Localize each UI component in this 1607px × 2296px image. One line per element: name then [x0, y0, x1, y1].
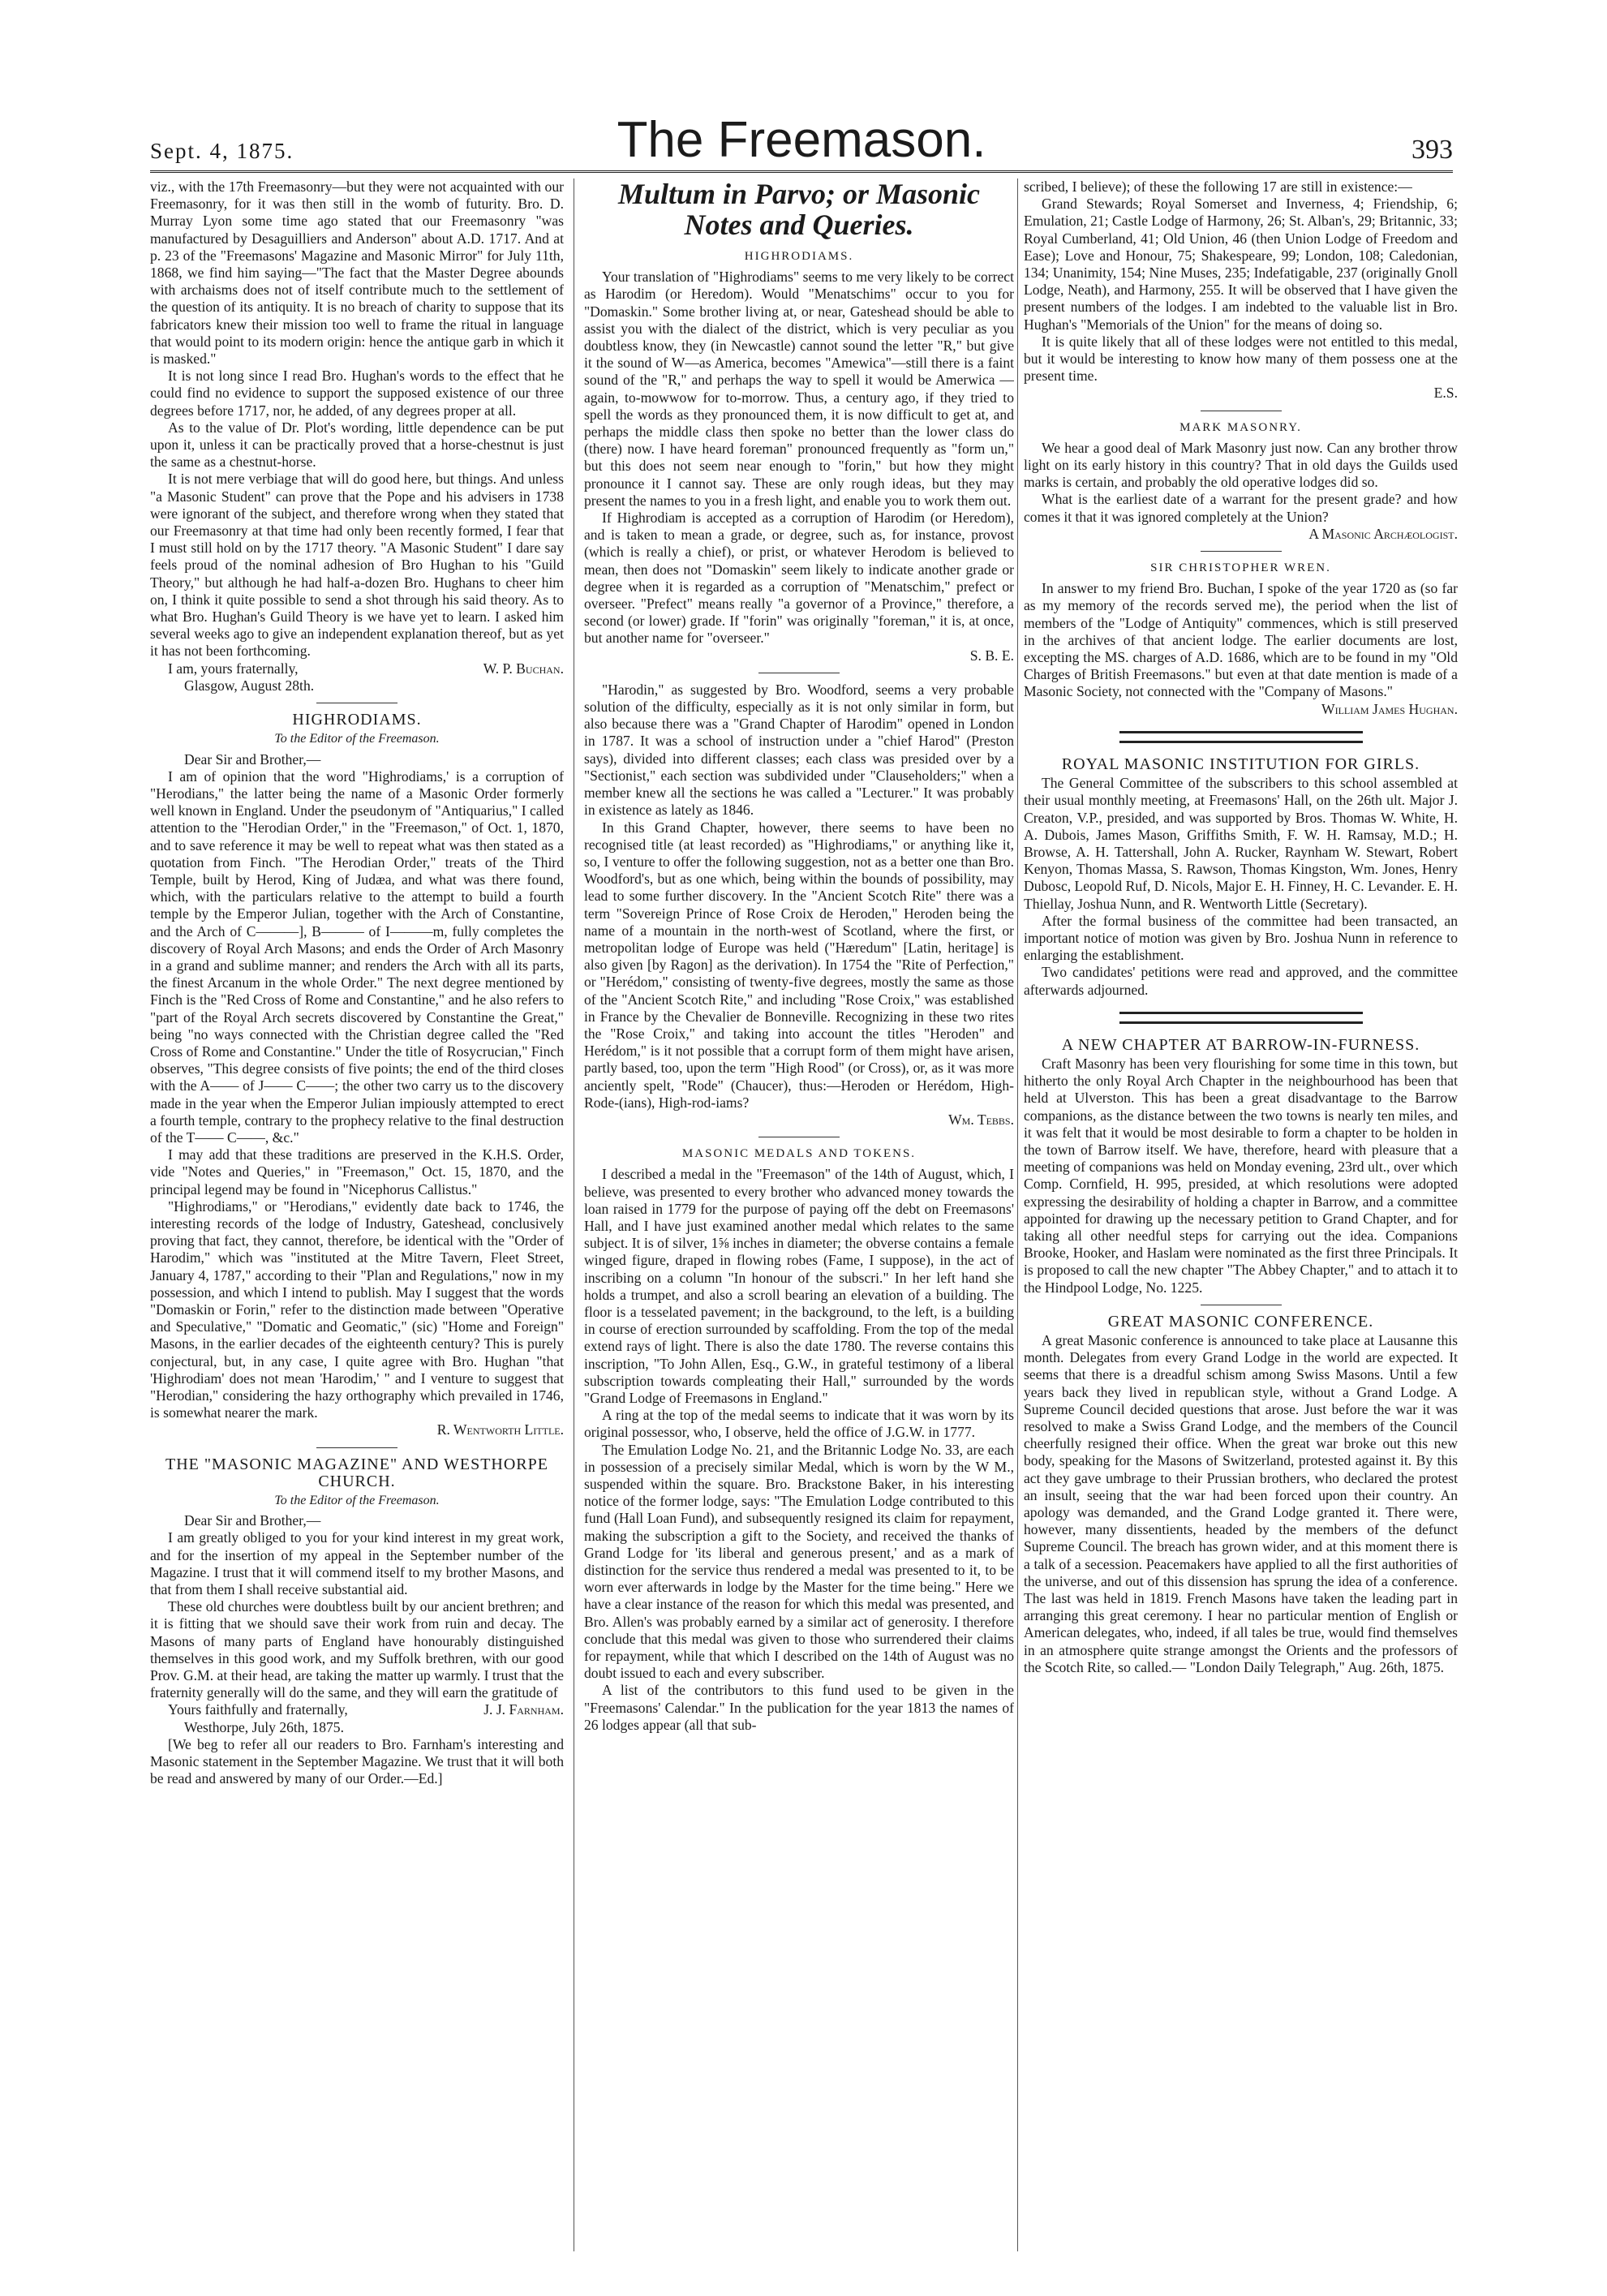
paragraph: In answer to my friend Bro. Buchan, I spoke of the year 1720 as (so far as my memory of the records served me), the period when the list of members of the "Lodge of Antiquity" commences, which is still preserved in the archives of that ancient lodge. The earlier documents are lost, excepting the MS. charges of A.D. 1686, which are to be found in my "Old Charges of British Freemasons." but even at that date mention is made of a Masonic Society, not connected with the "Company of Masons.": [1024, 580, 1458, 700]
paragraph: I described a medal in the "Freemason" of the 14th of August, which, I believe, was presented to every brother who advanced money towards the loan raised in 1779 for the purpose of paying off the debt on Freemasons' Hall, and I have just examined another medal which relates to the same subject. It is of silver, 1⅝ inches in diameter; the obverse contains a female winged figure, draped in flowing robes (Fame, I suppose), in the act of inscribing on a column "In honour of the subscri." In her left hand she holds a trumpet, and also a scroll bearing an elevation of a building. The floor is a tesselated pavement; in the background, to the left, is a building in course of erection surrounded by scaffolding. From the top of the medal extend rays of light. There is also the date 1780. The reverse contains this inscription, "To John Allen, Esq., G.W., in grateful testimony of a liberal subscription towards compleating their Hall," surrounded by the words "Grand Lodge of Freemasons in England.": [584, 1166, 1014, 1406]
paragraph: After the formal business of the committee had been transacted, an important notice of motion was given by Bro. Joshua Nunn in reference to enlarging the establishment.: [1024, 912, 1458, 964]
paragraph: A great Masonic conference is announced to take place at Lausanne this month. Delegates from every Grand Lodge in the world are expected. It seems that there is a dreadful schism among Swiss Masons. Until a few years back they lived in republican style, without a Grand Lodge. A Supreme Council decided questions that arose. Just before the war it was resolved to make a Swiss Grand Lodge, and the members of the Council cheerfully resigned their office. When the great war broke out this new body, speaking for the Masons of Switzerland, protested against it. By this act they gave umbrage to their Prussian brothers, who declared the protest an insult, seeing that the war had been forced upon their country. An apology was demanded, and the Grand Lodge granted it. There were, however, many dissentients, headed by the members of the defunct Supreme Council. The breach has grown wider, and at this moment there is a talk of a secession. Peacemakers have applied to all the first authorities of the universe, and out of this dissension has sprung the idea of a conference. The last was held in 1819. French Masons have taken the leading part in arranging this great ceremony. I hear no particular mention of English or American delegates, who, indeed, if all tales be true, would find themselves in an atmosphere quite strange amongst the Orients and the professors of the Scotch Rite, so called.— "London Daily Telegraph," Aug. 26th, 1875.: [1024, 1331, 1458, 1675]
section-subheading: MARK MASONRY.: [1179, 420, 1302, 434]
column-3: [1024, 178, 1458, 2264]
paragraph: "Highrodiams," or "Herodians," evidently date back to 1746, the interesting records of the lodge of Industry, Gateshead, conclusively proving that fact, they cannot, therefore, be identical with the "Order of Harodim," which was "instituted at the Mitre Tavern, Fleet Street, January 4, 1787," according to their "Plan and Regulations," now in my possession, and which I intend to publish. May I suggest that the words "Domaskin or Forin," refer to the distinction made between "Operative and Speculative," "Domatic and Geomatic," (sic) "Home and Foreign" Masons, in the earlier decades of the eighteenth century? This is purely conjectural, but, in any case, I quite agree with Bro. Hughan "that 'Highrodiam' does not mean 'Harodim,' " and I venture to suggest that "Herodian," considering the hazy orthography which prevailed in 1746, is somewhat nearer the mark.: [150, 1197, 564, 1421]
paragraph: It is quite likely that all of these lodges were not entitled to this medal, but it would be interesting to know how many of them possess one at the present time.: [1024, 333, 1458, 385]
paragraph: I may add that these traditions are preserved in the K.H.S. Order, vide "Notes and Queries," in "Freemason," Oct. 15, 1870, and the principal legend may be found in "Nicephorus Callistus.": [150, 1146, 564, 1197]
paragraph: Your translation of "Highrodiams" seems to me very likely to be correct as Harodim (or Heredom). Would "Menatschims" occur to you for "Domaskin." Some brother living at, or near, Gateshead should be able to assist you with the dialect of the district, which is very peculiar as you doubtless know, they (in Newcastle) cannot sound the letter "R," but give it the sound of W—as America, becomes "Amewica"—still there is a faint sound of the "R," and perhaps the way to spell it would be Amerwica —again, to-mowwow for to-morrow. Thus, a century ago, if they tried to spell the words as they pronounced them, it is now difficult to get at, and perhaps the middle class then spoke no better than the lower class do (there) now. I have heard foreman" pronounced frequently as "form un," but this does not seem near enough to "forin," but how they might pronounce it I cannot say. These are only rough ideas, but they may present the names to you in a fresh light, and enable you to work them out.: [584, 269, 1014, 509]
paragraph: Grand Stewards; Royal Somerset and Inverness, 4; Friendship, 6; Emulation, 21; Castle Lodge of Harmony, 26; St. Alban's, 29; Britannic, 33; Royal Cumberland, 41; Old Union, 46 (then Union Lodge of Freedom and Ease); Love and Honour, 75; Shakespeare, 99; London, 108; Caledonian, 134; Unanimity, 154; Nine Muses, 235; Indefatigable, 237 (originally Gnoll Lodge, Neath), and Harmony, 255. It will be observed that I have given the present numbers of the lodges. I am indebted to the valuable list in Bro. Hughan's "Memorials of the Union" for the means of doing so.: [1024, 196, 1458, 333]
paragraph: Two candidates' petitions were read and approved, and the committee afterwards adjourned.: [1024, 964, 1458, 998]
section-subheading: HIGHRODIAMS.: [744, 250, 854, 263]
section-heading: GREAT MASONIC CONFERENCE.: [1107, 1312, 1374, 1331]
paragraph: I am of opinion that the word "Highrodiams,' is a corruption of "Herodians," the latter being the name of a Masonic Order formerly well known in England. Under the pseudonym of "Antiquarius," I called attention to the "Herodian Order," in the "Freemason," of Oct. 1, 1870, and to save reference it may be well to repeat what was then stated as a quotation from Finch. "The Herodian Order," treats of the Third Temple, built by Herod, King of Judæa, and what was there found, which, with the particulars relative to the attempt to build a fourth temple by the Emperor Julian, together with the Arch of Constantine, and the Arch of C———], B——— of I———m, fully completes the discovery of Royal Arch Masons; and ends the Order of Arch Masonry in a grand and sublime manner; and renders the Arch with all its parts, the finest Arcanum in the whole Order." The next degree mentioned by Finch is the "Red Cross of Rome and Constantine," and he also refers to "part of the Royal Arch secrets discovered by Constantine the Great," being "no ways connected with the Christian degree called the "Red Cross of Rome and Constantine." Under the title of Rosycrucian," Finch observes, "This degree consists of five points; the end of the third closes with the A—— of J—— C——; the other two carry us to the discovery made in the year when the Emperor Julian impiously attempted to erect a fourth temple, contrary to the prophecy relative to the final destruction of the T—— C——, &c.": [150, 767, 564, 1146]
paragraph: These old churches were doubtless built by our ancient brethren; and it is fitting that we should save their work from ruin and decay. The Masons of many parts of England have honourably distinguished themselves in this good work, and my Suffolk brethren, with our good Prov. G.M. at their head, are taking the matter up warmly. I trust that the fraternity generally will do the same, and they will earn the gratitude of: [150, 1598, 564, 1701]
section-subheading: To the Editor of the Freemason.: [274, 732, 440, 746]
signature: Wm. Tebbs.: [948, 1111, 1014, 1128]
section-heading: HIGHRODIAMS.: [292, 711, 422, 729]
paragraph: A list of the contributors to this fund used to be given in the "Freemasons' Calendar." In the publication for the year 1813 the names of 26 lodges appear (all that sub-: [584, 1682, 1014, 1733]
paragraph: viz., with the 17th Freemasonry—but they were not acquainted with our Freemasonry, for it was then still in the womb of futurity. Bro. D. Murray Lyon some time ago stated that our Freemasonry "was manufactured by Desaguilliers and Anderson" about A.D. 1717. And at p. 23 of the "Freemasons' Magazine and Masonic Mirror" for July 11th, 1868, we find him saying—"The fact that the Master Degree abounds with archaisms does not of itself contribute much to the settlement of the question of its antiquity. It is no breach of charity to suppose that its fabricators knew their mission too well to frame the ritual in language that would point to its modern origin: hence the antique garb in which it is masked.": [150, 178, 564, 368]
paragraph: The General Committee of the subscribers to this school assembled at their usual monthly meeting, at Freemasons' Hall, on the 26th ult. Major J. Creaton, V.P., presided, and was supported by Bros. Thomas W. White, H. A. Dubois, James Mason, Griffiths Smith, F. W. H. Ramsay, M.D.; H. Browse, A. H. Tattershall, John A. Rucker, Raynham W. Stewart, Robert Kenyon, Thomas Massa, S. Rawson, Thomas Kingston, Wm. Jones, Henry Dubosc, Leopold Ruf, D. Nicols, Major E. H. Finney, H. C. Levander. E. H. Thiellay, Joshua Nunn, and R. Wentworth Little (Secretary).: [1024, 775, 1458, 912]
column-divider: [1017, 178, 1018, 2251]
signature: W. P. Buchan.: [483, 660, 564, 677]
section-heading: Multum in Parvo; or Masonic Notes and Queries.: [617, 178, 981, 241]
paragraph: In this Grand Chapter, however, there seems to have been no recognised title (at least recorded) as "Highrodiams," or anything like it, so, I venture to offer the following suggestion, not as a better one than Bro. Woodford's, but as one which, being within the bounds of possibility, may lead to some further discovery. In the "Ancient Scotch Rite" there was a term "Sovereign Prince of Rose Croix de Heroden," Heroden being the name of a mountain in the north-west of Scotland, where the first, or metropolitan lodge of Europe was held ("Hæredum" [Latin, heritage] is also given [by Ragon] as the derivation). In 1754 the "Rite of Perfection," or "Herédom," consisting of twenty-five degrees, mostly the same as those of the "Ancient Scotch Rite," and including "Rose Croix," was established in France by the Chevalier de Bonneville. Recognizing in these two rites the "Rose Croix," and taking into account the titles "Heroden" and Herédom," is it not possible that a corrupt form of them might have arisen, partly based, too, upon the term "High Rood" (or Cross), or, as it was more anciently spelt, "Rode" (Chaucer), thus:—Heroden or Herédom, High-Rode-(ians), High-rod-iams?: [584, 819, 1014, 1111]
paragraph: "Harodin," as suggested by Bro. Woodford, seems a very probable solution of the difficulty, especially as it is not only similar in form, but also because there was a "Grand Chapter of Harodim" opened in London in 1787. It was a school of instruction under a "chief Harod" (Preston says), divided into different classes; each class was presided over by a "Sectionist," each section was subdivided under "Clauseholders;" when a member knew all the sections he was called a "Lecturer." It was probably in existence as lately as 1846.: [584, 681, 1014, 819]
section-double-rule: [1119, 1012, 1363, 1024]
paragraph: scribed, I believe); of these the following 17 are still in existence:—: [1024, 178, 1412, 195]
section-heading: THE "MASONIC MAGAZINE" AND WESTHORPE CHURCH.: [165, 1455, 548, 1490]
salutation: Dear Sir and Brother,—: [184, 750, 321, 767]
section-heading: ROYAL MASONIC INSTITUTION FOR GIRLS.: [1061, 755, 1420, 773]
signature: J. J. Farnham.: [483, 1701, 564, 1718]
section-rule: [316, 1447, 397, 1448]
paragraph: A ring at the top of the medal seems to indicate that it was worn by its original possessor, who, I observe, held the office of J.G.W. in 1777.: [584, 1407, 1014, 1441]
paragraph: I am greatly obliged to you for your kind interest in my great work, and for the insertion of my appeal in the September number of the Magazine. I trust that it will commend itself to my brother Masons, and that from them I shall receive substantial aid.: [150, 1529, 564, 1598]
signature: S. B. E.: [969, 647, 1014, 664]
paragraph: The Emulation Lodge No. 21, and the Britannic Lodge No. 33, are each in possession of a precisely similar Medal, which is worn by the W M., suspended within the square. Bro. Brackstone Baker, in his interesting notice of the former lodge, says: "The Emulation Lodge contributed to this fund (Hall Loan Fund), and subsequently resigned its claim for repayment, making the subscription a gift to the Society, and received the thanks of Grand Lodge for 'its liberal and generous present,' and as a mark of distinction for the service thus rendered a medal was presented to it, to be worn ever afterwards in lodge by the Master for the time being." Here we have a clear instance of the reason for which this medal was presented, and Bro. Allen's was probably earned by a similar act of generosity. I therefore conclude that this medal was given to those who surrendered their claims for repayment, while that which I described on the 14th of August was no doubt issued to each and every subscriber.: [584, 1441, 1014, 1682]
page-number: 393: [1411, 135, 1453, 165]
section-subheading: MASONIC MEDALS AND TOKENS.: [681, 1147, 917, 1161]
paragraph: It is not long since I read Bro. Hughan's words to the effect that he could find no evidence to support the supposed existence of our three degrees before 1717, nor, he added, of any degrees proper at all.: [150, 368, 564, 419]
paragraph: Craft Masonry has been very flourishing for some time in this town, but hitherto the only Royal Arch Chapter in the neighbourhood has been that held at Ulverston. This has been a great disadvantage to the Barrow companions, as the distance between the two towns is nearly ten miles, and it was felt that it would be most desirable to form a chapter to be holden in the town of Barrow itself. We have, therefore, heard with pleasure that a meeting of companions was held on Monday evening, 23rd ult., over which Comp. Cornfield, H. 995, presided, at which resolutions were adopted expressing the desirability of holding a chapter in Barrow, and a committee appointed for drawing up the necessary petition to Grand Chapter, and for taking all other needful steps for carrying out the idea. Companions Brooke, Hooker, and Haslam were nominated as the first three Principals. It is proposed to call the new chapter "The Abbey Chapter," and to attach it to the Hindpool Lodge, No. 1225.: [1024, 1055, 1458, 1296]
column-2: [584, 178, 1014, 2264]
paragraph: What is the earliest date of a warrant for the present grade? and how comes it that it was ignored completely at the Union?: [1024, 491, 1458, 525]
signature: William James Hughan.: [1321, 700, 1458, 717]
column-1: [150, 178, 564, 2264]
closing: I am, yours fraternally,: [168, 660, 299, 677]
dateline: Westhorpe, July 26th, 1875.: [184, 1718, 344, 1735]
section-heading: A NEW CHAPTER AT BARROW-IN-FURNESS.: [1061, 1035, 1420, 1054]
editor-note: [We beg to refer all our readers to Bro. Farnham's interesting and Masonic statement in the September Magazine. We trust that it will both be read and answered by many of our Order.—Ed.]: [150, 1735, 564, 1787]
closing: Yours faithfully and fraternally,: [168, 1701, 348, 1718]
section-rule: [1201, 551, 1282, 552]
masthead: [150, 105, 1453, 173]
newspaper-title: The Freemason.: [617, 112, 986, 168]
signoff-row: [150, 660, 564, 677]
salutation: Dear Sir and Brother,—: [184, 1512, 321, 1529]
paragraph: It is not mere verbiage that will do good here, but things. And unless "a Masonic Student" can prove that the Pope and his advisers in 1738 were ignorant of the subject, and therefore wrong when they stated that our Freemasonry at that time had only been recently formed, I fear that I must still hold on by the 1717 theory. "A Masonic Student" I dare say feels proud of the nominal adhesion of Bro Hughan to his "Guild Theory," but although he had half-a-dozen Bro. Hughans to cheer him on, I think it quite possible to send a shot through his said theory. As to what Bro. Hughan's Guild Theory is we have yet to learn. I asked him several weeks ago to give an independent explanation thereof, but as yet it has not been forthcoming.: [150, 471, 564, 660]
issue-date: Sept. 4, 1875.: [150, 139, 294, 163]
dateline: Glasgow, August 28th.: [184, 677, 315, 694]
section-double-rule: [1119, 731, 1363, 743]
section-subheading: To the Editor of the Freemason.: [274, 1494, 440, 1508]
signature: E.S.: [1433, 385, 1458, 402]
paragraph: As to the value of Dr. Plot's wording, little dependence can be put upon it, unless it can be practically proved that a horse-chestnut is just the same as a chestnut-horse.: [150, 419, 564, 471]
signature: R. Wentworth Little.: [436, 1421, 564, 1438]
section-subheading: SIR CHRISTOPHER WREN.: [1150, 561, 1331, 575]
paragraph: We hear a good deal of Mark Masonry just now. Can any brother throw light on its early history in this country? That in old days the Guilds used marks is certain, and probably the old operative lodges did so.: [1024, 439, 1458, 491]
signature: A Masonic Archæologist.: [1308, 525, 1458, 542]
signoff-row: [150, 1701, 564, 1718]
paragraph: If Highrodiam is accepted as a corruption of Harodim (or Heredom), and is taken to mean a grade, or degree, such as, for instance, provost (which is really a chief), or prist, or whatever Herodom is believed to mean, then does not "Domaskin" seem likely to indicate another grade or degree when it is regarded as a corruption of "Menatschim," prefect or overseer. "Prefect" means really "a governor of a Province," therefore, a second (or lower) grade. If "forin" was originally "foreman," it is, at once, but another name for "overseer.": [584, 510, 1014, 647]
